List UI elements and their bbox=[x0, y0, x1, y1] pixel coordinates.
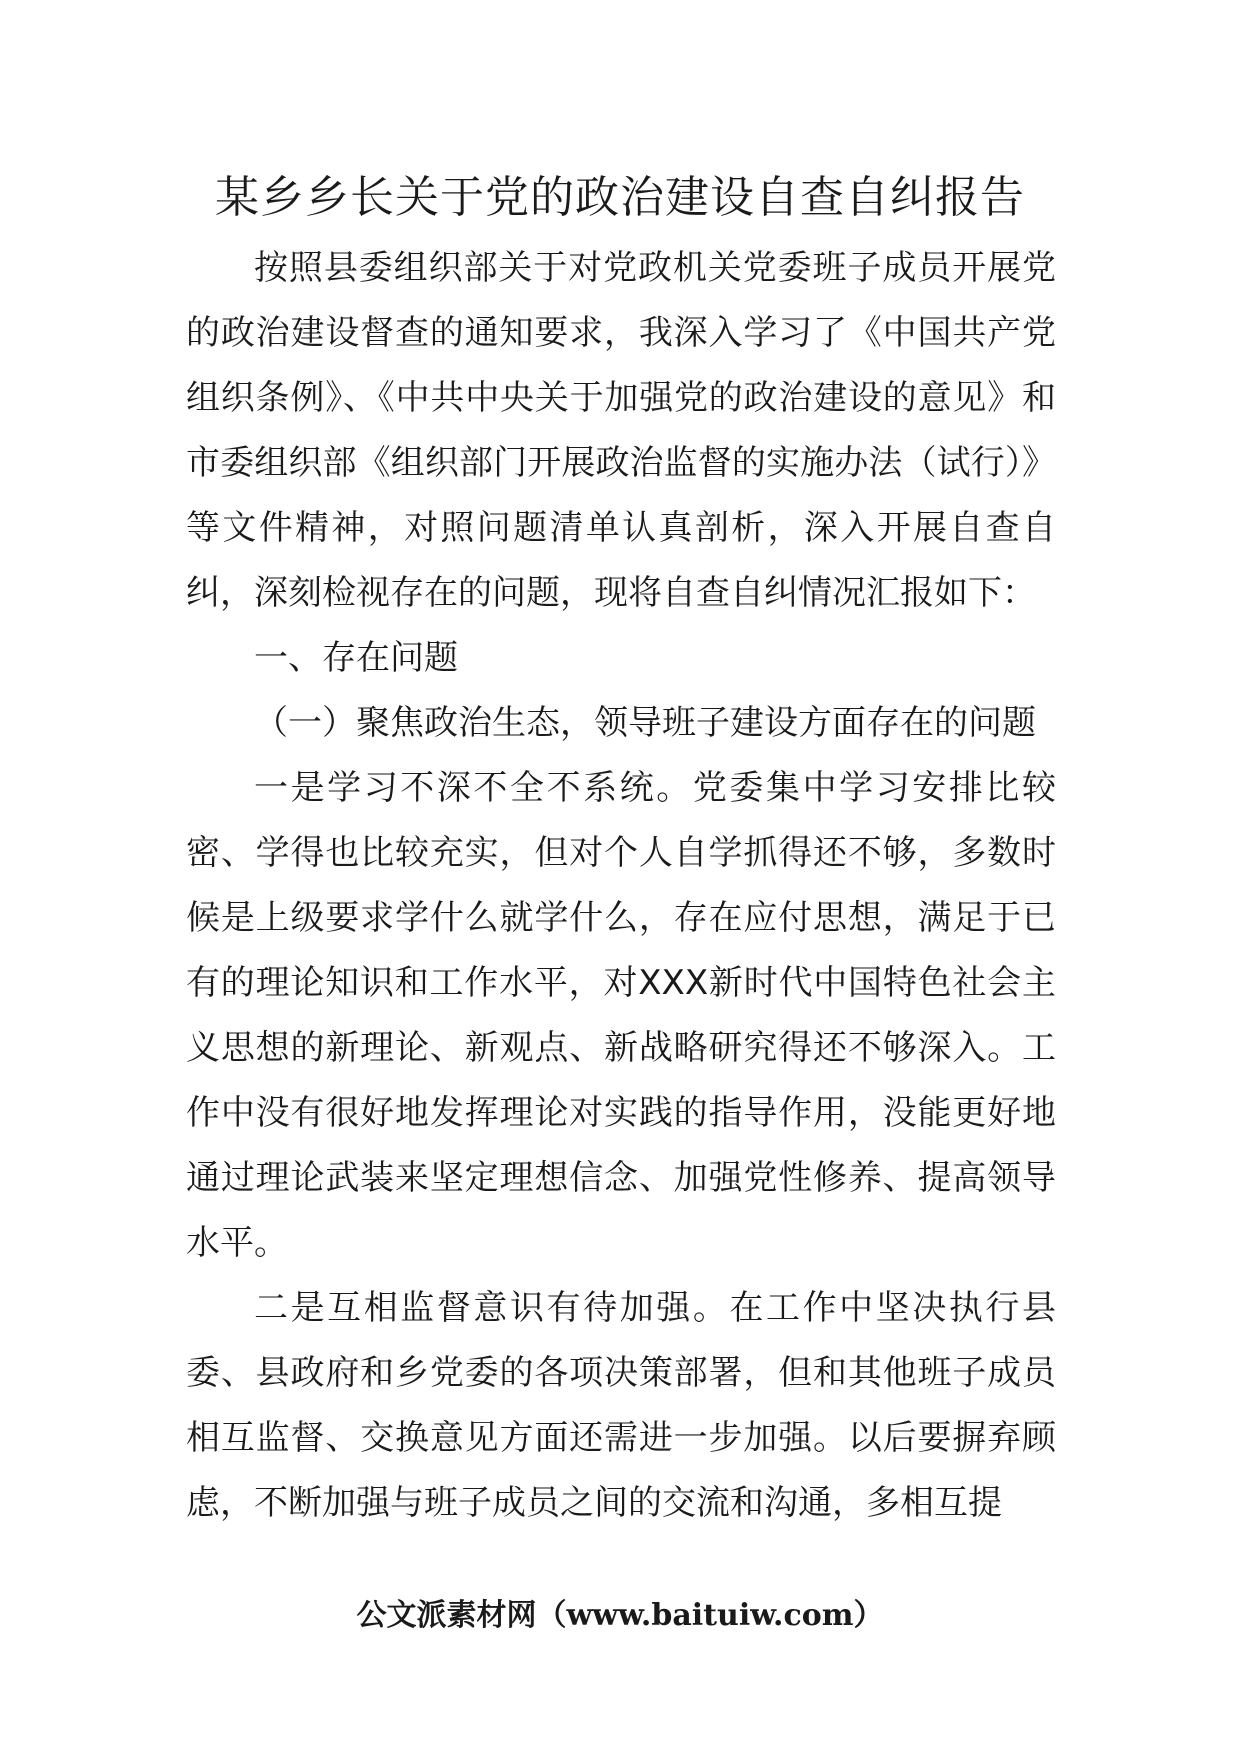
intro-paragraph: 按照县委组织部关于对党政机关党委班子成员开展党的政治建设督查的通知要求，我深入学习了《中国共产党组织条例》、《中共中央关于加强党的政治建设的意见》和市委组织部《组织部门开展政治监督的实施办法（试行）》等文件精神，对照问题清单认真剖析，深入开展自查自纠，深刻检视存在的问题，现将自查自纠情况汇报如下： bbox=[186, 248, 1056, 613]
document-body bbox=[186, 236, 1056, 1536]
document-title: 某乡乡长关于党的政治建设自查自纠报告 bbox=[215, 172, 1025, 223]
body-paragraph-1: 一是学习不深不全不系统。党委集中学习安排比较密、学得也比较充实，但对个人自学抓得还不够，多数时候是上级要求学什么就学什么，存在应付思想，满足于已有的理论知识和工作水平，对XXX新时代中国特色社会主义思想的新理论、新观点、新战略研究得还不够深入。工作中没有很好地发挥理论对实践的指导作用，没能更好地通过理论武装来坚定理想信念、加强党性修养、提高领导水平。 bbox=[186, 768, 1056, 1263]
section-heading-1: 一、存在问题 bbox=[254, 638, 458, 678]
subsection-heading-1: （一）聚焦政治生态，领导班子建设方面存在的问题 bbox=[254, 703, 1036, 743]
body-paragraph-2: 二是互相监督意识有待加强。在工作中坚决执行县委、县政府和乡党委的各项决策部署，但和其他班子成员相互监督、交换意见方面还需进一步加强。以后要摒弃顾虑，不断加强与班子成员之间的交流和沟通，多相互提 bbox=[186, 1288, 1056, 1523]
footer-watermark: 公文派素材网（www.baituiw.com） bbox=[356, 1598, 884, 1633]
